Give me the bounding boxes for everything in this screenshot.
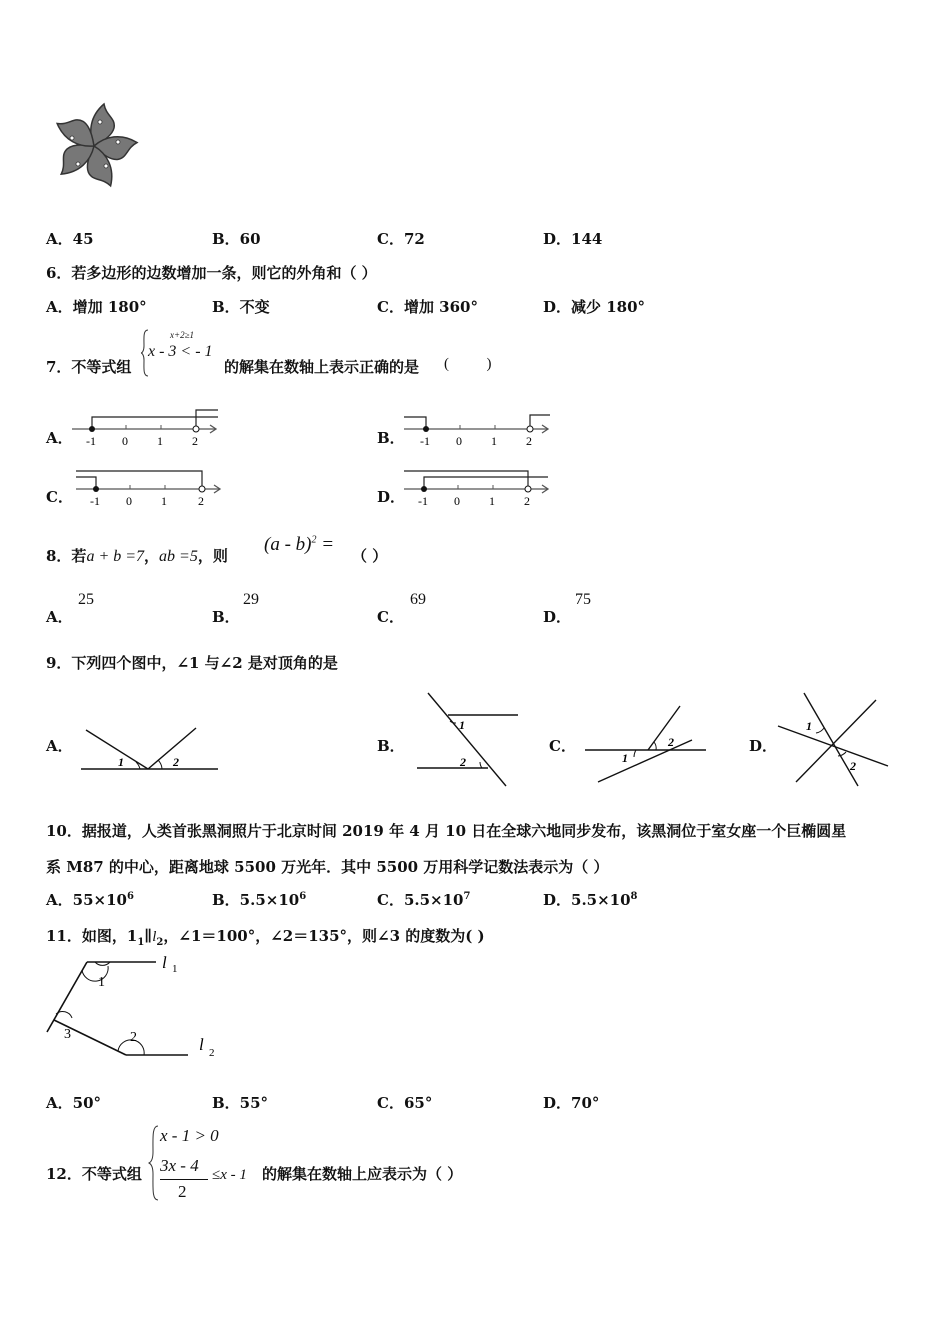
q9-figure-c[interactable] [582,700,712,790]
tick-label: 0 [454,494,460,508]
tick-label: 2 [524,494,530,508]
angle-3-label: 3 [64,1027,71,1042]
q12-rhs: ≤x - 1 [212,1167,247,1183]
closed-dot [89,426,95,432]
q11-start: 11．如图，1 [46,927,138,945]
closed-dot [423,426,429,432]
q11-option-d[interactable]: D．70° [543,1094,600,1112]
q6-option-d[interactable]: D．减少 180° [543,298,646,316]
q7-numberline-a[interactable] [66,405,226,450]
angle-1-label: 1 [622,751,628,765]
q11-question [46,925,485,948]
tick-label: 2 [192,434,198,448]
q11-figure[interactable] [42,948,227,1066]
q10-c-base: C．5.5×10 [377,891,464,909]
q8-expression [264,534,334,556]
q11-rest: ，∠1＝100°，∠2＝135°，则∠3 的度数为( ) [163,927,485,945]
open-dot [193,426,199,432]
q8-option-c-label[interactable]: C． [377,608,404,626]
q6-option-c[interactable]: C．增加 360° [377,298,478,316]
q11-sub2: 2 [156,937,164,948]
q12-suffix: 的解集在数轴上应表示为（ ） [262,1165,463,1183]
q11-option-c[interactable]: C．65° [377,1094,433,1112]
q8-prefix: 8．若 [46,547,87,565]
q11-sub1: 1 [137,937,145,948]
tick-label: 1 [161,494,167,508]
q11-l: l [152,929,157,945]
l1-label: l [162,953,167,972]
tick-label: 2 [198,494,204,508]
angle-2-label: 2 [130,1030,137,1045]
l2-label: l [199,1035,204,1054]
tick-label: -1 [420,434,430,448]
q10-b-base: B．5.5×10 [212,891,300,909]
q8-expr: (a - b) [264,534,312,555]
q7-numberline-b[interactable] [398,405,558,450]
open-dot [527,426,533,432]
q6-option-a[interactable]: A．增加 180° [46,298,147,316]
q10-c-exp: 7 [463,891,471,902]
q7-numberline-c[interactable] [70,465,230,510]
q7-option-c-label[interactable]: C． [46,488,73,506]
l1-subscript: 1 [172,963,178,975]
tick-label: 1 [157,434,163,448]
q7-option-d-label[interactable]: D． [377,488,406,506]
open-dot [199,486,205,492]
q10-a-exp: 6 [126,891,134,902]
q8-cond2: ab =5 [159,548,198,565]
tick-label: -1 [86,434,96,448]
q8-paren: （ ） [352,547,388,565]
l2-subscript: 2 [209,1047,215,1059]
q7-option-b-label[interactable]: B． [377,429,405,447]
q7-paren: ( ) [444,356,492,372]
angle-1-label: 1 [118,755,124,769]
q12-fraction-bar [160,1179,208,1180]
q8-eq: = [316,534,335,555]
q9-figure-b[interactable] [414,690,524,790]
q5-option-a[interactable]: A．45 [46,230,94,248]
q12-brace [148,1124,160,1202]
q8-option-d-label[interactable]: D． [543,608,572,626]
q7-suffix: 的解集在数轴上表示正确的是 [224,358,420,376]
q12-denominator: 2 [178,1182,187,1201]
q9-option-a-label[interactable]: A． [46,737,73,755]
q8-option-b-label[interactable]: B． [212,608,240,626]
flower-emblem [48,100,140,192]
tick-label: 0 [126,494,132,508]
q8-option-a-label[interactable]: A． [46,608,73,626]
q6-question: 6．若多边形的边数增加一条，则它的外角和（ ） [46,264,377,282]
q5-option-b[interactable]: B．60 [212,230,261,248]
q10-d-base: D．5.5×10 [543,891,631,909]
q11-parallel: ∥ [144,927,153,945]
q9-option-d-label[interactable]: D． [749,737,778,755]
tick-label: 1 [491,434,497,448]
q7-number: 7．不等式组 [46,358,132,376]
q7-numberline-d[interactable] [398,465,558,510]
q10-line1: 10．据报道，人类首张黑洞照片于北京时间 2019 年 4 月 10 日在全球六地同步发布，该黑洞位于室女座一个巨椭圆星 [46,822,847,840]
open-dot [525,486,531,492]
angle-2-label: 2 [173,755,179,769]
tick-label: 0 [122,434,128,448]
q8-then: ，则 [197,547,228,565]
q5-option-d[interactable]: D．144 [543,230,603,248]
closed-dot [93,486,99,492]
q9-figure-a[interactable] [78,718,223,774]
q10-line2: 系 M87 的中心，距离地球 5500 万光年．其中 5500 万用科学记数法表示为（ ） [46,858,609,876]
q7-system-top: x+2≥1 [170,330,195,340]
q7-system-bottom: x - 3 < - 1 [148,343,213,360]
angle-1-label: 1 [806,719,812,733]
tick-label: 2 [526,434,532,448]
q7-option-a-label[interactable]: A． [46,429,73,447]
q10-a-base: A．55×10 [46,891,127,909]
tick-label: -1 [418,494,428,508]
q10-option-c[interactable] [377,889,470,910]
q5-option-c[interactable]: C．72 [377,230,425,248]
q9-option-c-label[interactable]: C． [549,737,576,755]
angle-2-label: 2 [850,759,856,773]
q12-row1: x - 1 > 0 [160,1126,219,1145]
q9-question: 9．下列四个图中，∠1 与∠2 是对顶角的是 [46,654,338,672]
q11-option-a[interactable]: A．50° [46,1094,102,1112]
tick-label: 1 [489,494,495,508]
q12-number: 12．不等式组 [46,1165,142,1183]
q10-option-b[interactable] [212,889,306,910]
angle-2-label: 2 [460,755,466,769]
q10-d-exp: 8 [630,891,638,902]
tick-label: -1 [90,494,100,508]
q10-option-a[interactable] [46,889,134,910]
q9-option-b-label[interactable]: B． [377,737,405,755]
q8-exp: 2 [311,534,317,546]
closed-dot [421,486,427,492]
q8-option-a-value[interactable]: 25 [78,591,94,608]
q8-option-b-value[interactable]: 29 [243,591,259,608]
angle-2-label: 2 [668,735,674,749]
q9-figure-d[interactable] [772,690,894,788]
q11-option-b[interactable]: B．55° [212,1094,269,1112]
angle-1-label: 1 [459,718,465,732]
q10-b-exp: 6 [299,891,307,902]
q8-sep: ， [144,547,160,565]
flower-emblem-icon [48,100,140,192]
q10-option-d[interactable] [543,889,638,910]
q12-numerator: 3x - 4 [160,1156,199,1175]
q8-option-c-value[interactable]: 69 [410,591,426,608]
angle-1-label: 1 [98,975,105,990]
tick-label: 0 [456,434,462,448]
q6-option-b[interactable]: B．不变 [212,298,270,316]
q8-option-d-value[interactable]: 75 [575,591,591,608]
q8-cond1: a + b =7 [86,548,145,565]
q8-question [46,545,228,566]
